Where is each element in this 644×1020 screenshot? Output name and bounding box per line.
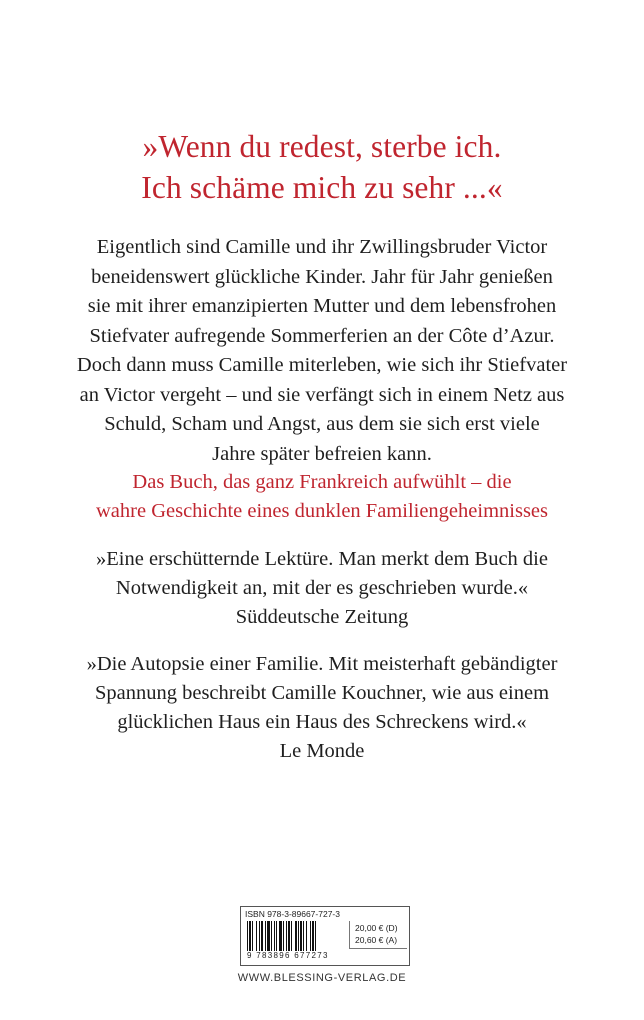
blurb-line: Stiefvater aufregende Sommerferien an der Côte d’Azur. [89, 324, 555, 347]
price-austria: 20,60 € (A) [355, 935, 398, 945]
barcode-icon [247, 921, 347, 951]
barcode-bar [274, 921, 275, 951]
quote-source: Süddeutsche Zeitung [235, 606, 409, 628]
barcode-bar [288, 921, 290, 951]
publisher-website: WWW.BLESSING-VERLAG.DE [237, 972, 407, 984]
tagline-line-2: Ich schäme mich zu sehr ...« [141, 170, 503, 205]
barcode-digits: 9 783896 677273 [247, 951, 329, 960]
blurb-line: beneidenswert glückliche Kinder. Jahr für Jahr genießen [91, 265, 553, 288]
barcode-bar [315, 921, 316, 951]
quote-line: glücklichen Haus ein Haus des Schreckens wird.« [117, 711, 527, 733]
quote-line: »Eine erschütternde Lektüre. Man merkt dem Buch die [96, 548, 548, 570]
price-box [349, 921, 407, 949]
barcode-bar [256, 921, 257, 951]
barcode-bar [303, 921, 304, 951]
blurb-line: Schuld, Scham und Angst, aus dem sie sich erst viele [104, 413, 540, 435]
barcode-bar [249, 921, 251, 951]
quote-line: Spannung beschreibt Camille Kouchner, wie aus einem [94, 682, 550, 704]
barcode-bar [298, 921, 299, 951]
barcode-bar [271, 921, 272, 951]
blurb-line: Jahre später befreien kann. [212, 442, 432, 465]
quote-line: »Die Autopsie einer Familie. Mit meisterhaft gebändigter [86, 653, 558, 675]
barcode-bar [291, 921, 292, 951]
quote-source: Le Monde [279, 740, 365, 762]
tagline-line-1: »Wenn du redest, sterbe ich. [142, 129, 502, 164]
press-quote-le-monde [0, 650, 644, 766]
blurb-line: an Victor vergeht – und sie verfängt sich in einem Netz aus [79, 383, 565, 406]
barcode-bar [312, 921, 314, 951]
tagline [0, 126, 644, 208]
barcode-bar [252, 921, 253, 951]
barcode-bar [283, 921, 284, 951]
barcode-bar [276, 921, 277, 951]
isbn-number: ISBN 978-3-89667-727-3 [245, 909, 340, 919]
barcode-bar [310, 921, 311, 951]
barcode-bar [279, 921, 282, 951]
barcode-bar [261, 921, 263, 951]
barcode-bar [295, 921, 297, 951]
blurb-line: Eigentlich sind Camille und ihr Zwillingsbruder Victor [96, 236, 548, 258]
barcode-bar [306, 921, 307, 951]
subtitle-line-1: Das Buch, das ganz Frankreich aufwühlt – die [132, 471, 512, 493]
blurb-line: sie mit ihrer emanzipierten Mutter und dem lebensfrohen [87, 295, 557, 317]
barcode-bar [265, 921, 266, 951]
subtitle [0, 468, 644, 526]
barcode-bar [259, 921, 260, 951]
barcode-bar [247, 921, 248, 951]
price-germany: 20,00 € (D) [355, 923, 398, 933]
press-quote-sueddeutsche [0, 545, 644, 632]
subtitle-line-2: wahre Geschichte eines dunklen Familiengeheimnisses [95, 500, 548, 522]
blurb-line: Doch dann muss Camille miterleben, wie sich ihr Stiefvater [76, 354, 568, 376]
barcode-bar [286, 921, 287, 951]
barcode-bar [267, 921, 270, 951]
quote-line: Notwendigkeit an, mit der es geschrieben wurde.« [115, 577, 529, 599]
barcode-label [240, 906, 410, 966]
blurb-text [0, 233, 644, 469]
barcode-bar [300, 921, 302, 951]
